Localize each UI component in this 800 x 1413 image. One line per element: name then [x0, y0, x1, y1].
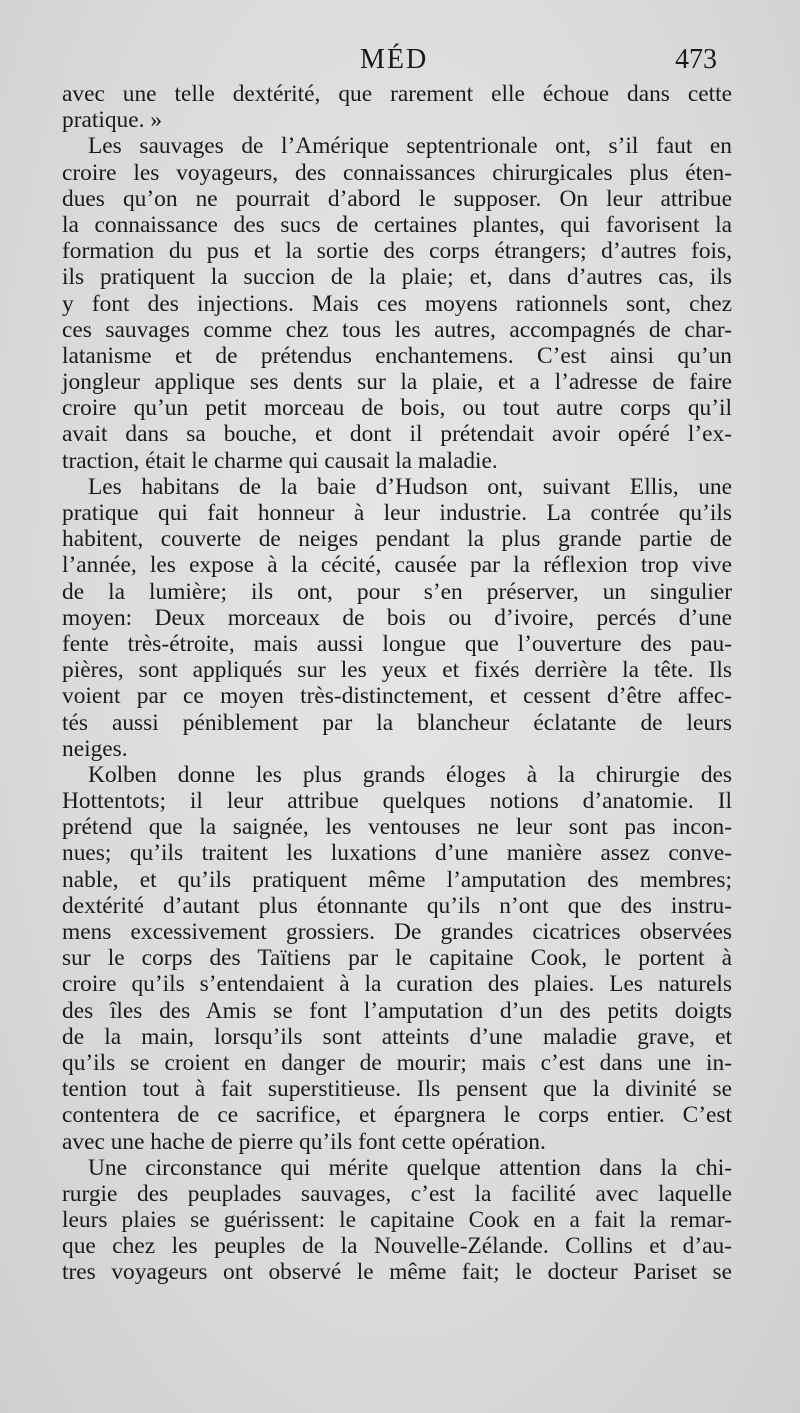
page-header — [0, 44, 800, 84]
text-line: habitent, couverte de neiges pendant la plus grande partie de — [62, 526, 732, 553]
text-line: de la lumière; ils ont, pour s’en préserver, un singulier — [62, 578, 732, 605]
text-line: pières, sont appliqués sur les yeux et fixés derrière la tête. Ils — [62, 657, 732, 684]
page-number: 473 — [675, 44, 717, 75]
text-line: formation du pus et la sortie des corps étrangers; d’autres fois, — [62, 238, 732, 265]
text-line: de la main, lorsqu’ils sont atteints d’une maladie grave, et — [62, 1023, 732, 1050]
text-line: tres voyageurs ont observé le même fait; le docteur Pariset se — [62, 1259, 732, 1286]
text-line: dues qu’on ne pourrait d’abord le supposer. On leur attribue — [62, 185, 732, 212]
text-line: l’année, les expose à la cécité, causée par la réflexion trop vive — [62, 552, 732, 579]
body-text — [62, 81, 732, 1286]
text-line: tention tout à fait superstitieuse. Ils pensent que la divinité se — [62, 1076, 732, 1103]
text-line: Les habitans de la baie d’Hudson ont, suivant Ellis, une — [88, 473, 732, 500]
text-line: nable, et qu’ils pratiquent même l’amputation des membres; — [62, 866, 732, 893]
text-line: rurgie des peuplades sauvages, c’est la facilité avec laquelle — [62, 1180, 732, 1207]
text-line: voient par ce moyen très-distinctement, et cessent d’être affec- — [62, 683, 732, 710]
text-line: Hottentots; il leur attribue quelques notions d’anatomie. Il — [62, 788, 732, 815]
text-line: jongleur applique ses dents sur la plaie, et a l’adresse de faire — [62, 369, 732, 396]
text-line: sur le corps des Taïtiens par le capitaine Cook, le portent à — [62, 945, 732, 972]
text-line: avait dans sa bouche, et dont il prétendait avoir opéré l’ex- — [62, 421, 732, 448]
text-line: que chez les peuples de la Nouvelle-Zélande. Collins et d’au- — [62, 1233, 732, 1260]
text-line: croire qu’un petit morceau de bois, ou tout autre corps qu’il — [62, 395, 732, 422]
text-line: Kolben donne les plus grands éloges à la chirurgie des — [88, 761, 732, 788]
text-line: tés aussi péniblement par la blancheur éclatante de leurs — [62, 709, 732, 736]
text-line: nues; qu’ils traitent les luxations d’une manière assez conve- — [62, 840, 732, 867]
text-line: leurs plaies se guérissent: le capitaine Cook en a fait la remar- — [62, 1207, 732, 1234]
text-line: neiges. — [62, 735, 128, 762]
text-line: Une circonstance qui mérite quelque attention dans la chi- — [88, 1154, 732, 1181]
text-line: contentera de ce sacrifice, et épargnera le corps entier. C’est — [62, 1102, 732, 1129]
text-line: latanisme et de prétendus enchantemens. C’est ainsi qu’un — [62, 342, 732, 369]
text-line: y font des injections. Mais ces moyens rationnels sont, chez — [62, 290, 732, 317]
text-line: ces sauvages comme chez tous les autres, accompagnés de char- — [62, 316, 732, 343]
text-line: avec une hache de pierre qu’ils font cette opération. — [62, 1128, 546, 1155]
text-line: croire qu’ils s’entendaient à la curation des plaies. Les naturels — [62, 971, 732, 998]
text-line: fente très-étroite, mais aussi longue que l’ouverture des pau- — [62, 630, 732, 657]
text-line: avec une telle dextérité, que rarement elle échoue dans cette — [62, 81, 732, 107]
text-line: pratique qui fait honneur à leur industrie. La contrée qu’ils — [62, 500, 732, 526]
text-line: dextérité d’autant plus étonnante qu’ils n’ont que des instru- — [62, 892, 732, 919]
text-line: pratique. » — [62, 107, 163, 134]
text-line: ils pratiquent la succion de la plaie; et, dans d’autres cas, ils — [62, 264, 732, 291]
text-line: prétend que la saignée, les ventouses ne leur sont pas incon- — [62, 814, 732, 841]
text-line: traction, était le charme qui causait la maladie. — [62, 447, 498, 474]
text-line: la connaissance des sucs de certaines plantes, qui favorisent la — [62, 211, 732, 238]
text-line: mens excessivement grossiers. De grandes cicatrices observées — [62, 919, 732, 945]
text-line: croire les voyageurs, des connaissances chirurgicales plus éten- — [62, 159, 732, 186]
text-line: Les sauvages de l’Amérique septentrionale ont, s’il faut en — [88, 133, 732, 160]
text-line: moyen: Deux morceaux de bois ou d’ivoire, percés d’une — [62, 604, 732, 631]
text-line: des îles des Amis se font l’amputation d’un des petits doigts — [62, 997, 732, 1024]
text-line: qu’ils se croient en danger de mourir; mais c’est dans une in- — [62, 1049, 732, 1076]
running-head: MÉD — [360, 44, 429, 75]
